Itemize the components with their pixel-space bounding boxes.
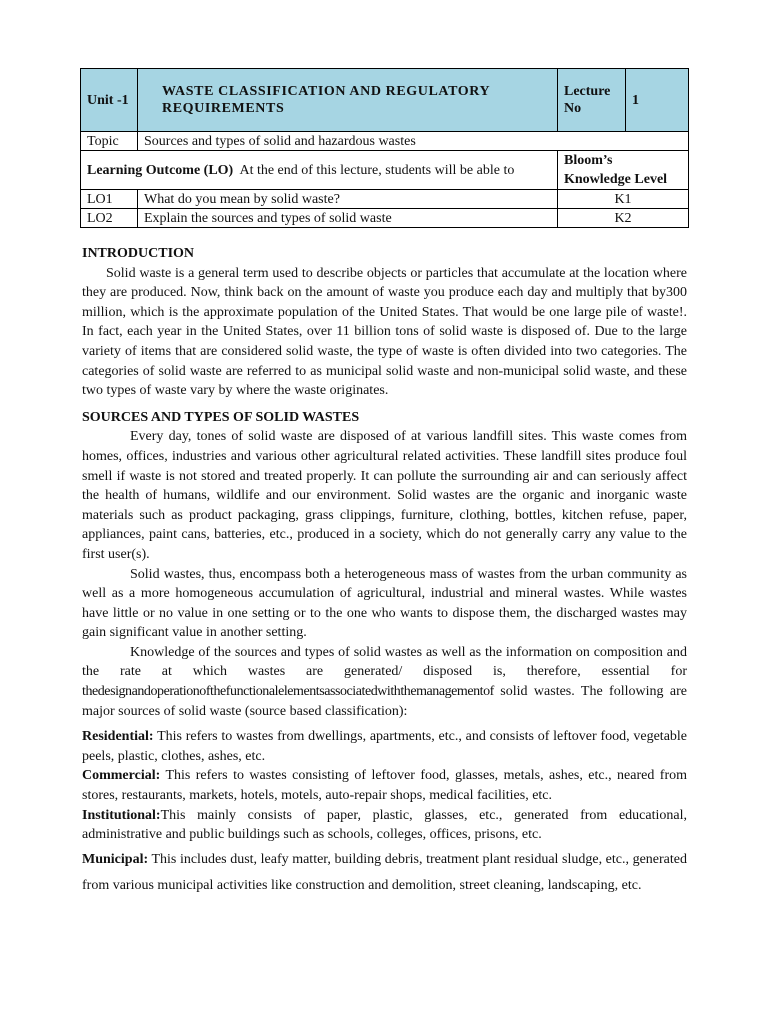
source-text: This refers to wastes from dwellings, apartments, etc., and consists of leftover food, vegetable peels, plastic, clothes, ashes, etc. (82, 729, 688, 764)
source-text: This refers to wastes consisting of leftover food, glasses, metals, ashes, etc., neared from stores, restaurants, markets, hotels, motels, auto-repair shops, medical facilities, etc. (82, 768, 688, 804)
learning-outcome-row (81, 151, 689, 190)
lecture-number: 1 (626, 69, 689, 132)
lecture-title: WASTE CLASSIFICATION AND REGULATORY REQUIREMENTS (138, 69, 558, 132)
source-text: This mainly consists of paper, plastic, glasses, etc., generated from educational, administrative and public buildings such as schools, colleges, offices, prisons, etc. (82, 807, 687, 843)
source-label: Municipal: (82, 851, 149, 867)
document-body (82, 244, 687, 899)
outcome-row (81, 209, 689, 228)
learning-outcome-cell (81, 151, 558, 190)
knowledge-end: solid wastes. The following are major sources of solid waste (source based classification): (82, 684, 687, 719)
topic-label: Topic (81, 132, 138, 151)
source-item-institutional (82, 806, 687, 845)
source-label: Institutional: (82, 807, 161, 823)
source-item-commercial (82, 766, 687, 805)
source-label: Residential: (82, 729, 154, 745)
source-item-residential (82, 727, 687, 766)
source-label: Commercial: (82, 768, 161, 784)
sources-paragraph: Every day, tones of solid waste are disposed of at various landfill sites. This waste comes from homes, offices, industries and various other agricultural related activities. These landfill sites produce foul smell if waste is not stored and treated properly. It can pollute the surrounding air and can seriously affect the health of humans, wildlife and our environment. Solid wastes are the organic and inorganic waste materials such as product packaging, grass clippings, furniture, clothing, bottles, kitchen refuse, paper, appliances, paint cans, batteries, etc., produced in a society, which do not generally carry any value to the first user(s). (82, 429, 687, 562)
knowledge-paragraph (82, 643, 687, 721)
introduction-heading: INTRODUCTION (82, 246, 195, 261)
sources-paragraph: Solid wastes, thus, encompass both a heterogeneous mass of wastes from the urban community as well as a more homogeneous accumulation of agricultural, industrial and mineral wastes. While wastes have little or no value in one setting or to the one who wants to dispose them, the discharged wastes may gain significant value in another setting. (82, 566, 687, 641)
sources-heading: SOURCES AND TYPES OF SOLID WASTES (82, 409, 360, 425)
outcome-text: Explain the sources and types of solid waste (138, 209, 558, 228)
lecture-header-table (80, 68, 689, 228)
outcome-id: LO1 (81, 190, 138, 209)
learning-outcome-label: Learning Outcome (LO) (87, 162, 234, 178)
header-title-row (81, 69, 689, 132)
knowledge-run: thedesignandoperationofthefunctionalelementsassociatedwiththemanagementof (82, 684, 494, 700)
outcome-id: LO2 (81, 209, 138, 228)
outcome-row (81, 190, 689, 209)
lecture-label: Lecture No (558, 69, 626, 132)
unit-cell: Unit -1 (81, 69, 138, 132)
outcome-text: What do you mean by solid waste? (138, 190, 558, 209)
introduction-paragraph: Solid waste is a general term used to describe objects or particles that accumulate at the location where they are produced. Now, think back on the amount of waste you produce each day and multiply that by300 million, which is the approximate population of the United States. That would be one large pile of waste!. In fact, each year in the United States, over 11 billion tons of solid waste is disposed of. Due to the large variety of items that are considered solid waste, the type of waste is often divided into two categories. The categories of solid waste are referred to as municipal solid waste and non-municipal solid waste, and these two types of waste vary by where the waste originates. (82, 265, 687, 399)
topic-value: Sources and types of solid and hazardous wastes (138, 132, 689, 151)
source-text: This includes dust, leafy matter, building debris, treatment plant residual sludge, etc., generated from various municipal activities like construction and demolition, street cleaning, landscaping, etc. (82, 851, 687, 893)
blooms-header: Bloom’s Knowledge Level (558, 151, 689, 190)
knowledge-start: Knowledge of the sources and types of solid wastes as well as the information on composition and the rate at which wastes are generated/ disposed is, therefore, essential for (82, 644, 687, 680)
outcome-level: K1 (558, 190, 689, 209)
outcome-level: K2 (558, 209, 689, 228)
learning-outcome-text: At the end of this lecture, students will be able to (239, 162, 515, 178)
topic-row (81, 132, 689, 151)
source-item-municipal (82, 847, 687, 899)
